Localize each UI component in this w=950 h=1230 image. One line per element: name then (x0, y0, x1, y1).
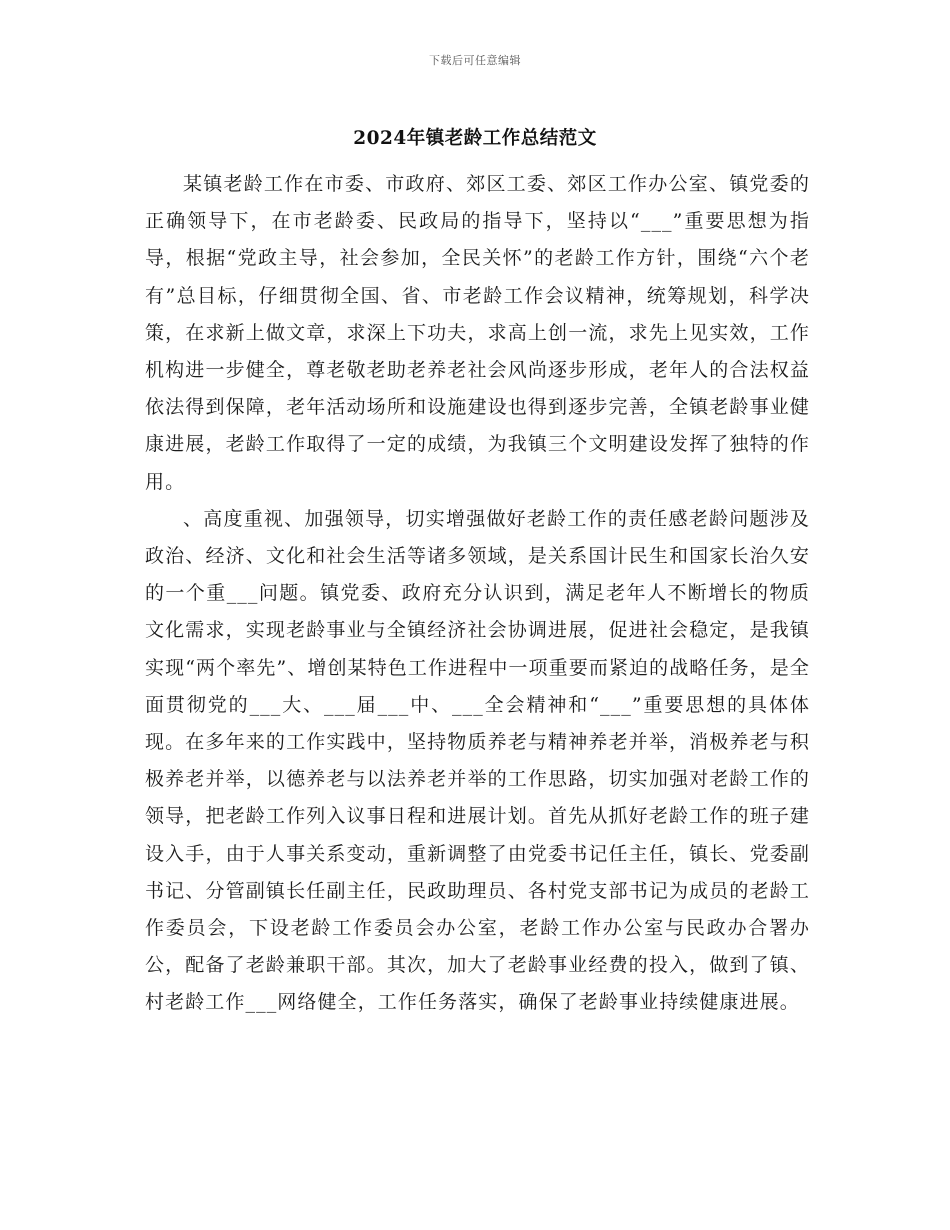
paragraph-leadership: 、高度重视、加强领导，切实增强做好老龄工作的责任感老龄问题涉及政治、经济、文化和社会生活等诸多领域，是关系国计民生和国家长治久安的一个重___问题。镇党委、政府充分认识到，满足老年人不断增长的物质文化需求，实现老龄事业与全镇经济社会协调进展，促进社会稳定，是我镇实现“两个率先”、增创某特色工作进程中一项重要而紧迫的战略任务，是全面贯彻党的___大、___届___中、___全会精神和“___”重要思想的具体体现。在多年来的工作实践中，坚持物质养老与精神养老并举，消极养老与积极养老并举，以德养老与以法养老并举的工作思路，切实加强对老龄工作的领导，把老龄工作列入议事日程和进展计划。首先从抓好老龄工作的班子建设入手，由于人事关系变动，重新调整了由党委书记任主任，镇长、党委副书记、分管副镇长任副主任，民政助理员、各村党支部书记为成员的老龄工作委员会，下设老龄工作委员会办公室，老龄工作办公室与民政办合署办公，配备了老龄兼职干部。其次，加大了老龄事业经费的投入，做到了镇、村老龄工作___网络健全，工作任务落实，确保了老龄事业持续健康进展。 (145, 507, 810, 1014)
document-body (145, 166, 810, 1022)
page-header-note: 下载后可任意编辑 (429, 54, 521, 67)
paragraph-intro: 某镇老龄工作在市委、市政府、郊区工委、郊区工作办公室、镇党委的正确领导下，在市老龄委、民政局的指导下，坚持以“___”重要思想为指导，根据“党政主导，社会参加，全民关怀”的老龄工作方针，围绕“六个老有”总目标，仔细贯彻全国、省、市老龄工作会议精神，统筹规划，科学决策，在求新上做文章，求深上下功夫，求高上创一流，求先上见实效，工作机构进一步健全，尊老敬老助老养老社会风尚逐步形成，老年人的合法权益依法得到保障，老年活动场所和设施建设也得到逐步完善，全镇老龄事业健康进展，老龄工作取得了一定的成绩，为我镇三个文明建设发挥了独特的作用。 (145, 173, 810, 493)
document-title: 2024年镇老龄工作总结范文 (353, 128, 597, 149)
